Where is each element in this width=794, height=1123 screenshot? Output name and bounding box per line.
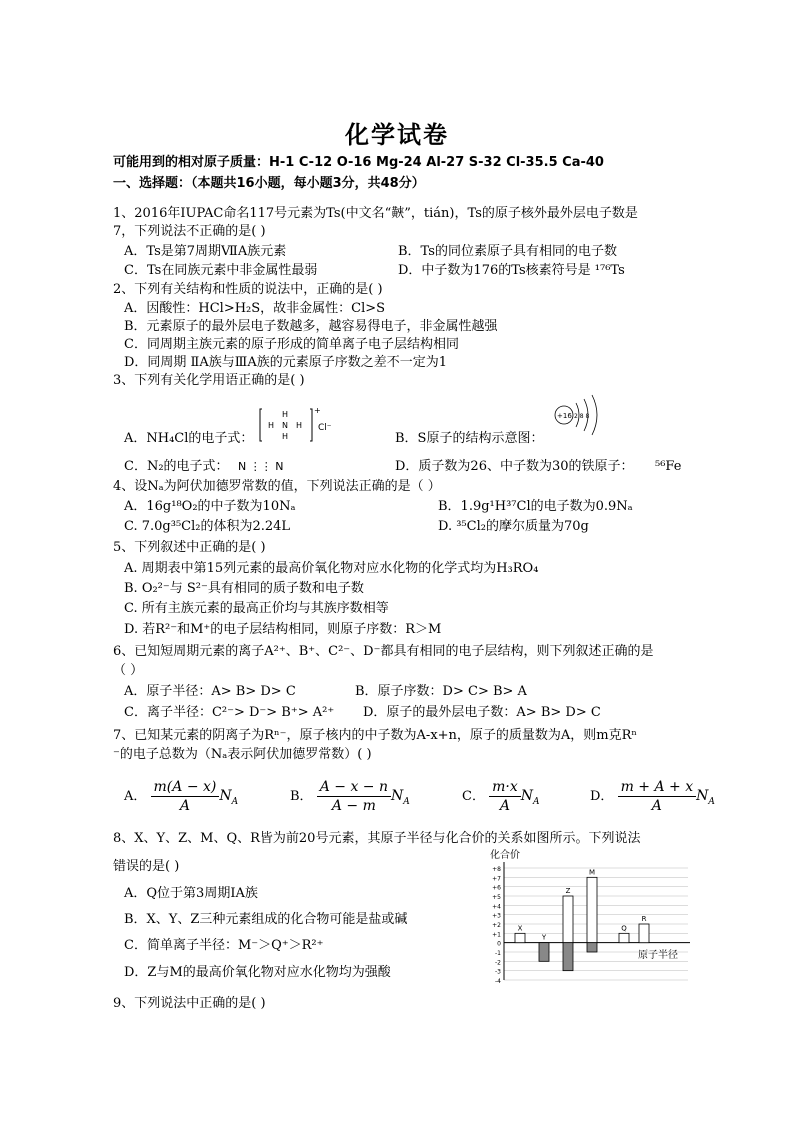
- q7-d-avogadro: [696, 788, 715, 807]
- q7-b-denominator: A − m: [331, 798, 376, 814]
- q2-option-a: A．因酸性：HCl>H₂S，故非金属性：Cl>S: [124, 301, 386, 316]
- q8-stem-line1: 8、X、Y、Z、M、Q、R皆为前20号元素，其原子半径与化合价的关系如图所示。下列说法: [113, 831, 641, 846]
- q1-stem-line1: 1、2016年IUPAC命名117号元素为Ts(中文名“䵌”，tián)，Ts的原子核外最外层电子数是: [113, 206, 638, 221]
- q7-b-avogadro: [391, 788, 410, 807]
- chart-tick-label: 0: [497, 940, 501, 948]
- chart-bar-negative-m: [587, 943, 597, 952]
- q7-a-fraction: [151, 778, 220, 815]
- chart-tick-label: -2: [495, 959, 501, 967]
- section-heading: 一、选择题：（本题共16小题，每小题3分，共48分）: [113, 176, 425, 191]
- q4-stem: 4、设Nₐ为阿伏加德罗常数的值，下列说法正确的是（ ）: [113, 479, 441, 494]
- q4-option-c: C. 7.0g³⁵Cl₂的体积为2.24L: [124, 519, 291, 534]
- q3-option-b: B．S原子的结构示意图：: [395, 431, 544, 446]
- q7-a-label: A．: [124, 789, 147, 804]
- q8-option-c: C．简单离子半径：M⁻＞Q⁺＞R²⁺: [124, 938, 324, 953]
- q2-stem: 2、下列有关结构和性质的说法中，正确的是( ): [113, 282, 383, 297]
- page-title: 化学试卷: [345, 121, 449, 149]
- n2-electron-formula: N ⋮⋮ N: [238, 460, 284, 473]
- chart-tick-label: +5: [492, 894, 501, 901]
- q6-option-d: D．原子的最外层电子数：A> B> D> C: [363, 705, 601, 720]
- q4-option-b: B．1.9g¹H³⁷Cl的电子数为0.9Nₐ: [438, 499, 633, 514]
- q1-stem-line2: 7，下列说法不正确的是( ): [113, 224, 266, 239]
- q7-d-label: D．: [590, 789, 614, 804]
- q7-d-numerator: m + A + x: [618, 778, 697, 797]
- q5-option-c: C. 所有主族元素的最高正价均与其族序数相等: [124, 601, 389, 616]
- chart-bar-negative-y: [539, 943, 549, 962]
- chart-tick-label: +8: [492, 866, 501, 873]
- q1-option-a: A．Ts是第7周期ⅦA族元素: [124, 244, 287, 259]
- q6-stem: 6、已知短周期元素的离子A²⁺、B⁺、C²⁻、D⁻都具有相同的电子层结构，则下列叙述正确的是: [113, 644, 654, 659]
- chart-bar-positive-r: [639, 924, 649, 943]
- q7-d-denominator: A: [651, 798, 662, 814]
- chart-bar-label-q: Q: [621, 924, 627, 933]
- q7-option-d: [590, 776, 715, 822]
- chart-tick-label: +3: [492, 912, 501, 920]
- chart-x-axis-label: 原子半径: [638, 950, 678, 961]
- q7-c-fraction: [489, 778, 521, 815]
- sulfur-structure-diagram: [552, 393, 604, 439]
- q5-option-b: B. O₂²⁻与 S²⁻具有相同的质子数和电子数: [124, 581, 364, 596]
- chart-bar-label-r: R: [641, 915, 647, 923]
- q7-option-a: [124, 776, 238, 822]
- q5-option-d: D. 若R²⁻和M⁺的电子层结构相同，则原子序数：R＞M: [124, 622, 442, 637]
- q5-option-a: A. 周期表中第15列元素的最高价氧化物对应水化物的化学式均为H₃RO₄: [124, 561, 539, 576]
- q7-option-b: [290, 776, 410, 822]
- q7-stem-line1: 7、已知某元素的阴离子为Rⁿ⁻，原子核内的中子数为A-x+n，原子的质量数为A，则m克Rⁿ: [113, 728, 638, 743]
- nh4cl-h-right: H: [296, 421, 303, 430]
- q3-option-d: D．质子数为26、中子数为30的铁原子：: [395, 459, 634, 474]
- q7-c-avogadro: [520, 788, 540, 807]
- chart-tick-label: -4: [495, 978, 501, 985]
- q3-option-a: A．NH₄Cl的电子式：: [124, 431, 254, 446]
- q8-option-d: D．Z与M的最高价氧化物对应水化物均为强酸: [124, 965, 391, 980]
- q1-option-d: D．中子数为176的Ts核素符号是 ¹⁷⁶Ts: [398, 263, 625, 278]
- valence-radius-chart: [488, 846, 698, 986]
- chart-bar-label-x: X: [517, 924, 523, 933]
- chart-bar-label-y: Y: [541, 933, 547, 942]
- chart-tick-label: +6: [492, 884, 501, 892]
- chart-tick-label: -3: [495, 968, 501, 976]
- q9-stem: 9、下列说法中正确的是( ): [113, 996, 266, 1011]
- na-symbol: N: [696, 788, 709, 804]
- q3-option-c: C．N₂的电子式：: [124, 459, 229, 474]
- chart-tick-label: +4: [492, 903, 501, 911]
- na-subscript: A: [231, 796, 239, 807]
- na-subscript: A: [532, 796, 540, 807]
- chart-tick-label: +1: [492, 931, 501, 939]
- na-subscript: A: [708, 796, 715, 807]
- chart-bar-positive-q: [619, 933, 629, 942]
- nh4cl-h-bottom: H: [282, 432, 289, 441]
- q4-option-d: D. ³⁵Cl₂的摩尔质量为70g: [438, 519, 589, 534]
- chart-bar-label-z: Z: [565, 887, 571, 895]
- chart-bar-label-m: M: [588, 868, 596, 877]
- q8-option-b: B．X、Y、Z三种元素组成的化合物可能是盐或碱: [124, 912, 408, 927]
- sulfur-nucleus: +16: [557, 412, 572, 420]
- fe-symbol: ⁵⁶Fe: [655, 459, 682, 474]
- q1-option-b: B．Ts的同位素原子具有相同的电子数: [398, 244, 617, 259]
- q7-c-denominator: A: [499, 798, 510, 814]
- chart-y-axis-label: 化合价: [490, 850, 520, 861]
- sulfur-shells: 2 8 8: [574, 413, 590, 420]
- chart-bar-positive-m: [587, 877, 597, 942]
- q7-option-c: [462, 776, 539, 822]
- q8-option-a: A．Q位于第3周期ⅠA族: [124, 886, 258, 901]
- na-symbol: N: [520, 788, 533, 804]
- chart-bar-positive-x: [515, 933, 525, 942]
- chart-tick-label: -1: [495, 950, 501, 957]
- chart-tick-label: +7: [492, 875, 501, 883]
- q6-paren: （ ）: [113, 663, 144, 678]
- q7-a-numerator: m(A − x): [151, 778, 220, 797]
- q7-d-fraction: [618, 778, 697, 815]
- q7-a-denominator: A: [179, 798, 191, 814]
- q6-option-b: B．原子序数：D> C> B> A: [355, 684, 527, 699]
- q4-option-a: A．16g¹⁸O₂的中子数为10Nₐ: [124, 499, 296, 514]
- q7-b-fraction: [317, 778, 391, 815]
- q2-option-d: D．同周期 ⅡA族与ⅢA族的元素原子序数之差不一定为1: [124, 355, 447, 370]
- q6-option-c: C．离子半径：C²⁻> D⁻> B⁺> A²⁺: [124, 705, 335, 720]
- na-symbol: N: [219, 788, 232, 804]
- nh4cl-plus: +: [314, 406, 321, 415]
- q7-stem-line2: ⁻的电子总数为（Nₐ表示阿伏加德罗常数）( ): [113, 747, 372, 762]
- nh4cl-n: N: [282, 421, 288, 430]
- q2-option-b: B．元素原子的最外层电子数越多，越容易得电子，非金属性越强: [124, 319, 498, 334]
- q1-option-c: C．Ts在同族元素中非金属性最弱: [124, 263, 318, 278]
- q7-a-avogadro: [219, 788, 239, 807]
- q7-c-numerator: m·x: [489, 778, 521, 797]
- q8-stem-line2: 错误的是( ): [113, 859, 180, 874]
- q7-b-label: B．: [290, 789, 313, 804]
- na-subscript: A: [403, 796, 410, 807]
- q3-stem: 3、下列有关化学用语正确的是( ): [113, 373, 305, 388]
- q7-c-label: C．: [462, 789, 485, 804]
- q6-option-a: A．原子半径：A> B> D> C: [124, 684, 296, 699]
- nh4cl-h-left: H: [268, 421, 275, 430]
- nh4cl-chloride: Cl⁻: [318, 423, 332, 433]
- nh4cl-h-top: H: [282, 410, 289, 419]
- q2-option-c: C．同周期主族元素的原子形成的简单离子电子层结构相同: [124, 337, 459, 352]
- nh4cl-electron-formula: [258, 405, 338, 445]
- na-symbol: N: [391, 788, 404, 804]
- atomic-masses-line: 可能用到的相对原子质量：H-1 C-12 O-16 Mg-24 Al-27 S-32 Cl-35.5 Ca-40: [113, 155, 604, 170]
- chart-bar-negative-z: [563, 943, 573, 971]
- chart-tick-label: +2: [492, 922, 501, 929]
- q5-stem: 5、下列叙述中正确的是( ): [113, 540, 266, 555]
- chart-bar-positive-z: [563, 896, 573, 943]
- q7-b-numerator: A − x − n: [317, 778, 391, 797]
